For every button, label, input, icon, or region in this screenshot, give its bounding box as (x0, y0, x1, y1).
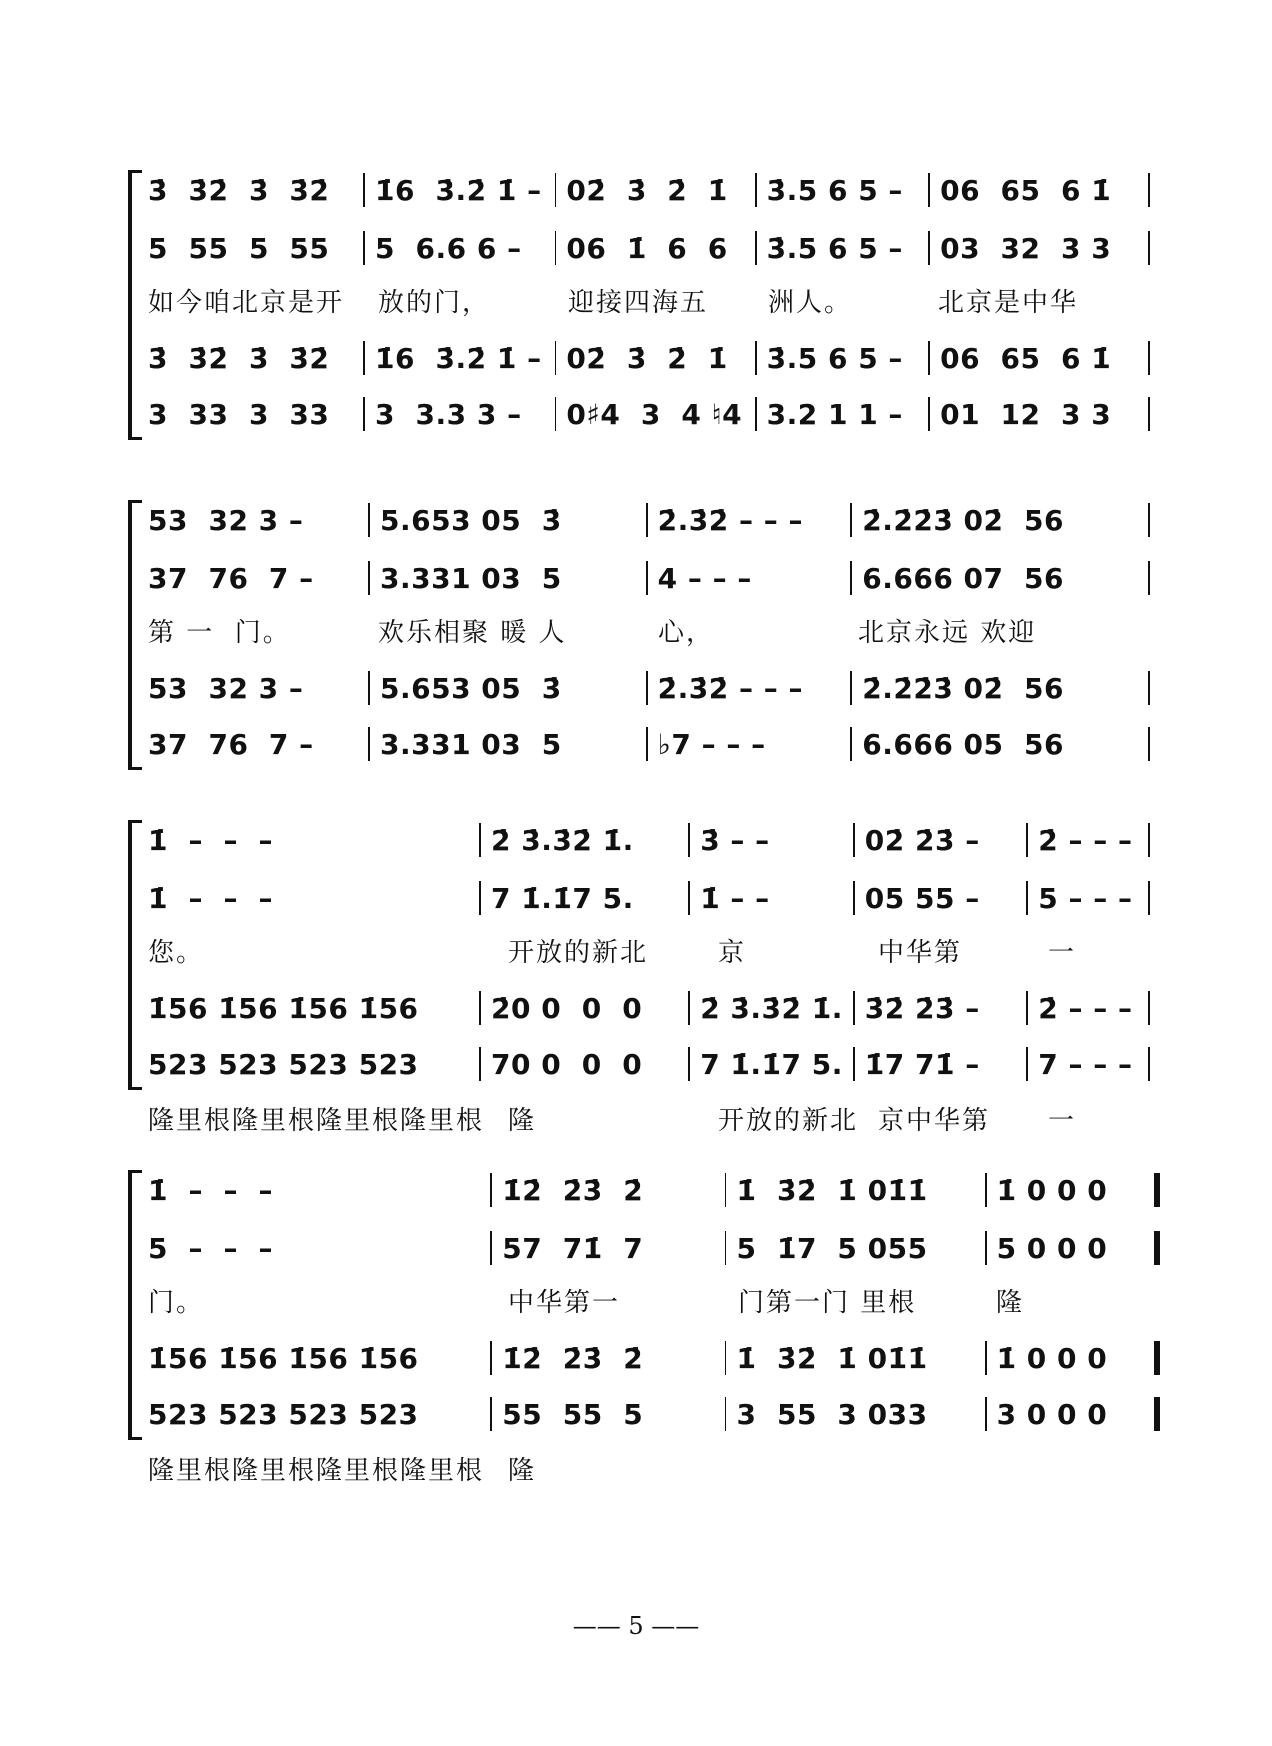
measure: 2̇.2̇2̇3̇ 02̇ 56 (862, 671, 1064, 705)
measure: 3 3.3 3 – (375, 397, 522, 431)
barline (1026, 1047, 1028, 1081)
notation-line (148, 1394, 1160, 1434)
barline (850, 671, 852, 705)
barline (755, 397, 757, 431)
lyric-segment: 开放的新北 (508, 937, 649, 968)
measure: 53 32 3 – (148, 671, 304, 705)
barline (1148, 561, 1150, 595)
lyric-segment: 一 (1048, 937, 1077, 968)
measure: 2̇ 3̇.3̇2̇ 1̇. (700, 991, 843, 1025)
measure: 02̇ 3̇ 2̇ 1̇ (566, 341, 728, 375)
measure: 3̇2̇ 2̇3̇ – (864, 991, 980, 1025)
measure: 0♯4 3 4 ♮4 (566, 397, 743, 431)
lyric-line (148, 1098, 1160, 1138)
measure: 7 1̇.1̇7 5. (491, 881, 634, 915)
measure: 3 33 3 33 (148, 397, 330, 431)
measure: 02̇ 3̇ 2̇ 1̇ (566, 173, 728, 207)
barline (1148, 823, 1150, 857)
measure: 1̇ 3̇2̇ 1̇ 01̇1̇ (736, 1173, 928, 1207)
measure: 3̇.5 6 5 – (766, 231, 903, 265)
lyric-segment: 中华第 (878, 937, 963, 968)
barline (368, 503, 370, 537)
measure: 7 – – – (1038, 1047, 1133, 1081)
measure: 2̇0 0 0 0 (491, 991, 643, 1025)
measure: 5 – – – (148, 1231, 273, 1265)
barline (555, 231, 557, 265)
measure: 5 1̇7 5 055 (736, 1231, 928, 1265)
barline (646, 503, 648, 537)
barline (490, 1397, 492, 1431)
barline (985, 1231, 987, 1265)
measure: 02̇ 2̇3̇ – (864, 823, 980, 857)
barline (1148, 341, 1150, 375)
notation-line (148, 1044, 1160, 1084)
barline (368, 727, 370, 761)
barline (853, 1047, 855, 1081)
lyric-segment: 京中华第 (878, 1105, 991, 1136)
measure: 1̇56 1̇56 1̇56 1̇56 (148, 991, 419, 1025)
barline (1148, 173, 1150, 207)
barline (688, 823, 690, 857)
notation-line (148, 1338, 1160, 1378)
barline (363, 341, 365, 375)
measure: 57 71̇ 7 (502, 1231, 644, 1265)
lyric-segment: 门。 (148, 1287, 205, 1318)
barline (646, 671, 648, 705)
measure: 01 12 3 3 (940, 397, 1112, 431)
score-system (148, 1170, 1160, 1488)
lyric-segment: 如今咱北京是开 (148, 287, 345, 318)
system-bracket (128, 820, 142, 1090)
barline (368, 671, 370, 705)
final-barline (1154, 1341, 1160, 1375)
lyric-segment: 隆 (996, 1287, 1025, 1318)
measure: 1̇ 0 0 0 (996, 1173, 1108, 1207)
lyric-segment: 北京是中华 (938, 287, 1079, 318)
measure: 1̇ 0 0 0 (996, 1341, 1108, 1375)
notation-line (148, 820, 1160, 860)
measure: 1̇ – – – (148, 823, 273, 857)
measure: 1̇2̇ 2̇3̇ 2̇ (502, 1173, 644, 1207)
notation-line (148, 394, 1160, 434)
measure: 3.331 03 5 (379, 561, 562, 595)
lyric-segment: 您。 (148, 937, 205, 968)
measure: 1̇ – – (700, 881, 770, 915)
measure: 2̇ 3̇.3̇2̇ 1̇. (491, 823, 634, 857)
final-barline (1154, 1173, 1160, 1207)
barline (490, 1341, 492, 1375)
notation-line (148, 724, 1160, 764)
lyric-segment: 北京永远 欢迎 (858, 617, 1037, 648)
measure: 6.666 07 56 (862, 561, 1064, 595)
barline (1148, 1047, 1150, 1081)
measure: 03 32 3 3 (940, 231, 1112, 265)
barline (1148, 671, 1150, 705)
barline (928, 173, 930, 207)
barline (1148, 397, 1150, 431)
lyric-line (148, 610, 1160, 650)
barline (555, 341, 557, 375)
lyric-segment: 京 (718, 937, 747, 968)
notation-line (148, 228, 1160, 268)
barline (363, 231, 365, 265)
barline (1026, 991, 1028, 1025)
measure: 5.653 05 3̇ (379, 671, 562, 705)
lyric-segment: 心， (658, 617, 715, 648)
measure: 5 6.6 6 – (375, 231, 522, 265)
barline (555, 173, 557, 207)
barline (928, 397, 930, 431)
barline (850, 503, 852, 537)
barline (479, 991, 481, 1025)
measure: 55 55 5 (502, 1397, 644, 1431)
barline (853, 991, 855, 1025)
measure: 06 65 6 1̇ (940, 173, 1112, 207)
measure: 1̇ – – – (148, 881, 273, 915)
measure: 2̇ – – – (1038, 991, 1133, 1025)
measure: 53 32 3 – (148, 503, 304, 537)
lyric-segment: 隆里根隆里根隆里根隆里根 (148, 1105, 485, 1136)
measure: 7 1̇.1̇7 5. (700, 1047, 843, 1081)
barline (555, 397, 557, 431)
measure: 523 523 523 523 (148, 1397, 419, 1431)
barline (490, 1173, 492, 1207)
system-bracket (128, 1170, 142, 1440)
measure: 523 523 523 523 (148, 1047, 419, 1081)
measure: 1̇ 3̇2̇ 1̇ 01̇1̇ (736, 1341, 928, 1375)
barline (646, 727, 648, 761)
barline (853, 881, 855, 915)
lyric-segment: 开放的新北 (718, 1105, 859, 1136)
measure: 1̇6 3̇.2̇ 1̇ – (375, 173, 542, 207)
measure: 5.653 05 3̇ (379, 503, 562, 537)
barline (725, 1173, 727, 1207)
measure: 2̇.3̇2̇ – – – (657, 503, 803, 537)
barline (1026, 823, 1028, 857)
measure: 70 0 0 0 (491, 1047, 643, 1081)
barline (928, 341, 930, 375)
barline (1148, 503, 1150, 537)
measure: 06 1̇ 6 6 (566, 231, 728, 265)
lyric-segment: 中华第一 (508, 1287, 621, 1318)
score-system (148, 500, 1160, 764)
barline (850, 561, 852, 595)
barline (363, 397, 365, 431)
lyric-segment: 第 一 门。 (148, 617, 291, 648)
barline (928, 231, 930, 265)
lyric-segment: 隆里根隆里根隆里根隆里根 (148, 1455, 485, 1486)
barline (479, 1047, 481, 1081)
measure: 3̇.5 6 5 – (766, 341, 903, 375)
notation-line (148, 878, 1160, 918)
lyric-segment: 隆 (508, 1105, 537, 1136)
measure: 1̇ – – – (148, 1173, 273, 1207)
barline (985, 1397, 987, 1431)
measure: 1̇6 3̇.2̇ 1̇ – (375, 341, 542, 375)
measure: 3̇ 3̇2̇ 3̇ 3̇2̇ (148, 173, 330, 207)
measure: 3 55 3 033 (736, 1397, 928, 1431)
system-bracket (128, 500, 142, 770)
barline (1026, 881, 1028, 915)
measure: 3.2 1 1 – (766, 397, 903, 431)
barline (490, 1231, 492, 1265)
notation-line (148, 558, 1160, 598)
measure: 37 76 7 – (148, 727, 314, 761)
measure: 2̇.3̇2̇ – – – (657, 671, 803, 705)
lyric-line (148, 1448, 1160, 1488)
barline (725, 1231, 727, 1265)
barline (479, 881, 481, 915)
measure: 3 0 0 0 (996, 1397, 1108, 1431)
measure: 2̇ – – – (1038, 823, 1133, 857)
system-bracket (128, 170, 142, 440)
measure: 6.666 05 56 (862, 727, 1064, 761)
barline (850, 727, 852, 761)
score-system (148, 170, 1160, 434)
final-barline (1154, 1231, 1160, 1265)
final-barline (1154, 1397, 1160, 1431)
notation-line (148, 668, 1160, 708)
barline (755, 173, 757, 207)
barline (725, 1397, 727, 1431)
measure: 3.331 03 5 (379, 727, 562, 761)
notation-line (148, 338, 1160, 378)
lyric-segment: 一 (1048, 1105, 1077, 1136)
lyric-line (148, 280, 1160, 320)
barline (368, 561, 370, 595)
barline (1148, 991, 1150, 1025)
notation-line (148, 170, 1160, 210)
measure: 5 – – – (1038, 881, 1133, 915)
measure: 1̇56 1̇56 1̇56 1̇56 (148, 1341, 419, 1375)
barline (1148, 231, 1150, 265)
barline (1148, 881, 1150, 915)
lyric-line (148, 930, 1160, 970)
barline (688, 1047, 690, 1081)
barline (688, 881, 690, 915)
lyric-segment: 迎接四海五 (568, 287, 709, 318)
barline (688, 991, 690, 1025)
measure: ♭7 – – – (657, 727, 766, 761)
notation-line (148, 988, 1160, 1028)
measure: 3̇ 3̇2̇ 3̇ 3̇2̇ (148, 341, 330, 375)
barline (725, 1341, 727, 1375)
barline (646, 561, 648, 595)
barline (985, 1173, 987, 1207)
lyric-line (148, 1280, 1160, 1320)
notation-line (148, 1170, 1160, 1210)
measure: 5 55 5 55 (148, 231, 330, 265)
barline (479, 823, 481, 857)
lyric-segment: 门第一门 里根 (738, 1287, 917, 1318)
measure: 3̇.5 6 5 – (766, 173, 903, 207)
lyric-segment: 放的门， (378, 287, 491, 318)
lyric-segment: 隆 (508, 1455, 537, 1486)
barline (755, 231, 757, 265)
measure: 37 76 7 – (148, 561, 314, 595)
barline (1148, 727, 1150, 761)
measure: 4 – – – (657, 561, 752, 595)
measure: 05 55 – (864, 881, 980, 915)
notation-line (148, 1228, 1160, 1268)
score-system (148, 820, 1160, 1138)
notation-line (148, 500, 1160, 540)
measure: 5 0 0 0 (996, 1231, 1108, 1265)
page-number: —— 5 —— (572, 1612, 700, 1640)
measure: 2̇.2̇2̇3̇ 02̇ 56 (862, 503, 1064, 537)
lyric-segment: 洲人。 (768, 287, 853, 318)
measure: 1̇2̇ 2̇3̇ 2̇ (502, 1341, 644, 1375)
barline (363, 173, 365, 207)
barline (985, 1341, 987, 1375)
barline (853, 823, 855, 857)
barline (755, 341, 757, 375)
lyric-segment: 欢乐相聚 暖 人 (378, 617, 567, 648)
measure: 1̇7 71̇ – (864, 1047, 980, 1081)
measure: 06 65 6 1̇ (940, 341, 1112, 375)
measure: 3̇ – – (700, 823, 770, 857)
